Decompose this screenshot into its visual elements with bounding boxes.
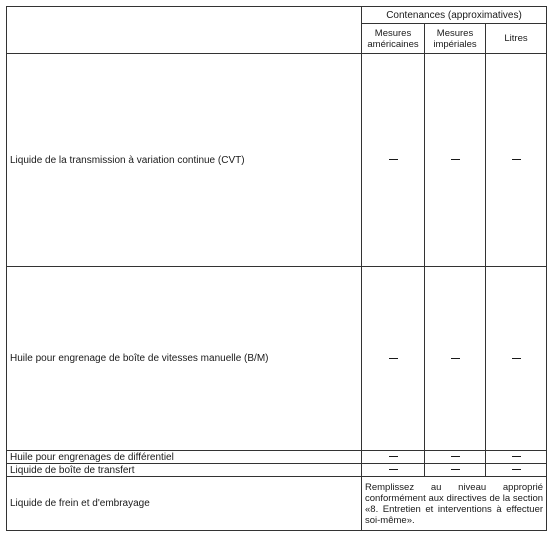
capacities-table [6, 6, 547, 531]
header-imperial-measures [425, 24, 486, 54]
dash-mark [389, 358, 398, 359]
header-imp-line1: Mesures [436, 27, 474, 39]
header-us-line1: Mesures [374, 27, 412, 39]
cell-us [362, 267, 425, 451]
dash-mark [389, 159, 398, 160]
row-label-brake-clutch: Liquide de frein et d'embrayage [7, 477, 362, 531]
header-litres: Litres [486, 24, 547, 54]
brake-clutch-note: Remplissez au niveau approprié conformément aux directives de la section «8. Entretien et interventions à effectuer soi-même». [362, 477, 547, 531]
row-label-transfer-case: Liquide de boîte de transfert [7, 464, 362, 477]
row-label-cvt: Liquide de la transmission à variation continue (CVT) [7, 54, 362, 267]
header-imp-line2: impériales [433, 38, 477, 50]
cell-imp [425, 464, 486, 477]
dash-mark [512, 469, 521, 470]
cell-imp [425, 54, 486, 267]
dash-mark [451, 456, 460, 457]
dash-mark [512, 159, 521, 160]
row-label-manual-gearbox: Huile pour engrenage de boîte de vitesses manuelle (B/M) [7, 267, 362, 451]
table-row [7, 54, 547, 267]
cell-litres [486, 54, 547, 267]
row-label-differential: Huile pour engrenages de différentiel [7, 451, 362, 464]
header-blank-cell [7, 7, 362, 54]
dash-mark [451, 159, 460, 160]
cell-us [362, 54, 425, 267]
table-row [7, 477, 547, 531]
table-row [7, 464, 547, 477]
dash-mark [389, 456, 398, 457]
cell-imp [425, 451, 486, 464]
header-us-line2: américaines [367, 38, 419, 50]
table-row [7, 267, 547, 451]
dash-mark [512, 358, 521, 359]
header-us-measures [362, 24, 425, 54]
cell-litres [486, 464, 547, 477]
dash-mark [389, 469, 398, 470]
cell-us [362, 451, 425, 464]
table-row [7, 451, 547, 464]
cell-us [362, 464, 425, 477]
dash-mark [451, 358, 460, 359]
cell-imp [425, 267, 486, 451]
dash-mark [451, 469, 460, 470]
cell-litres [486, 267, 547, 451]
dash-mark [512, 456, 521, 457]
cell-litres [486, 451, 547, 464]
header-capacities: Contenances (approximatives) [362, 7, 547, 24]
